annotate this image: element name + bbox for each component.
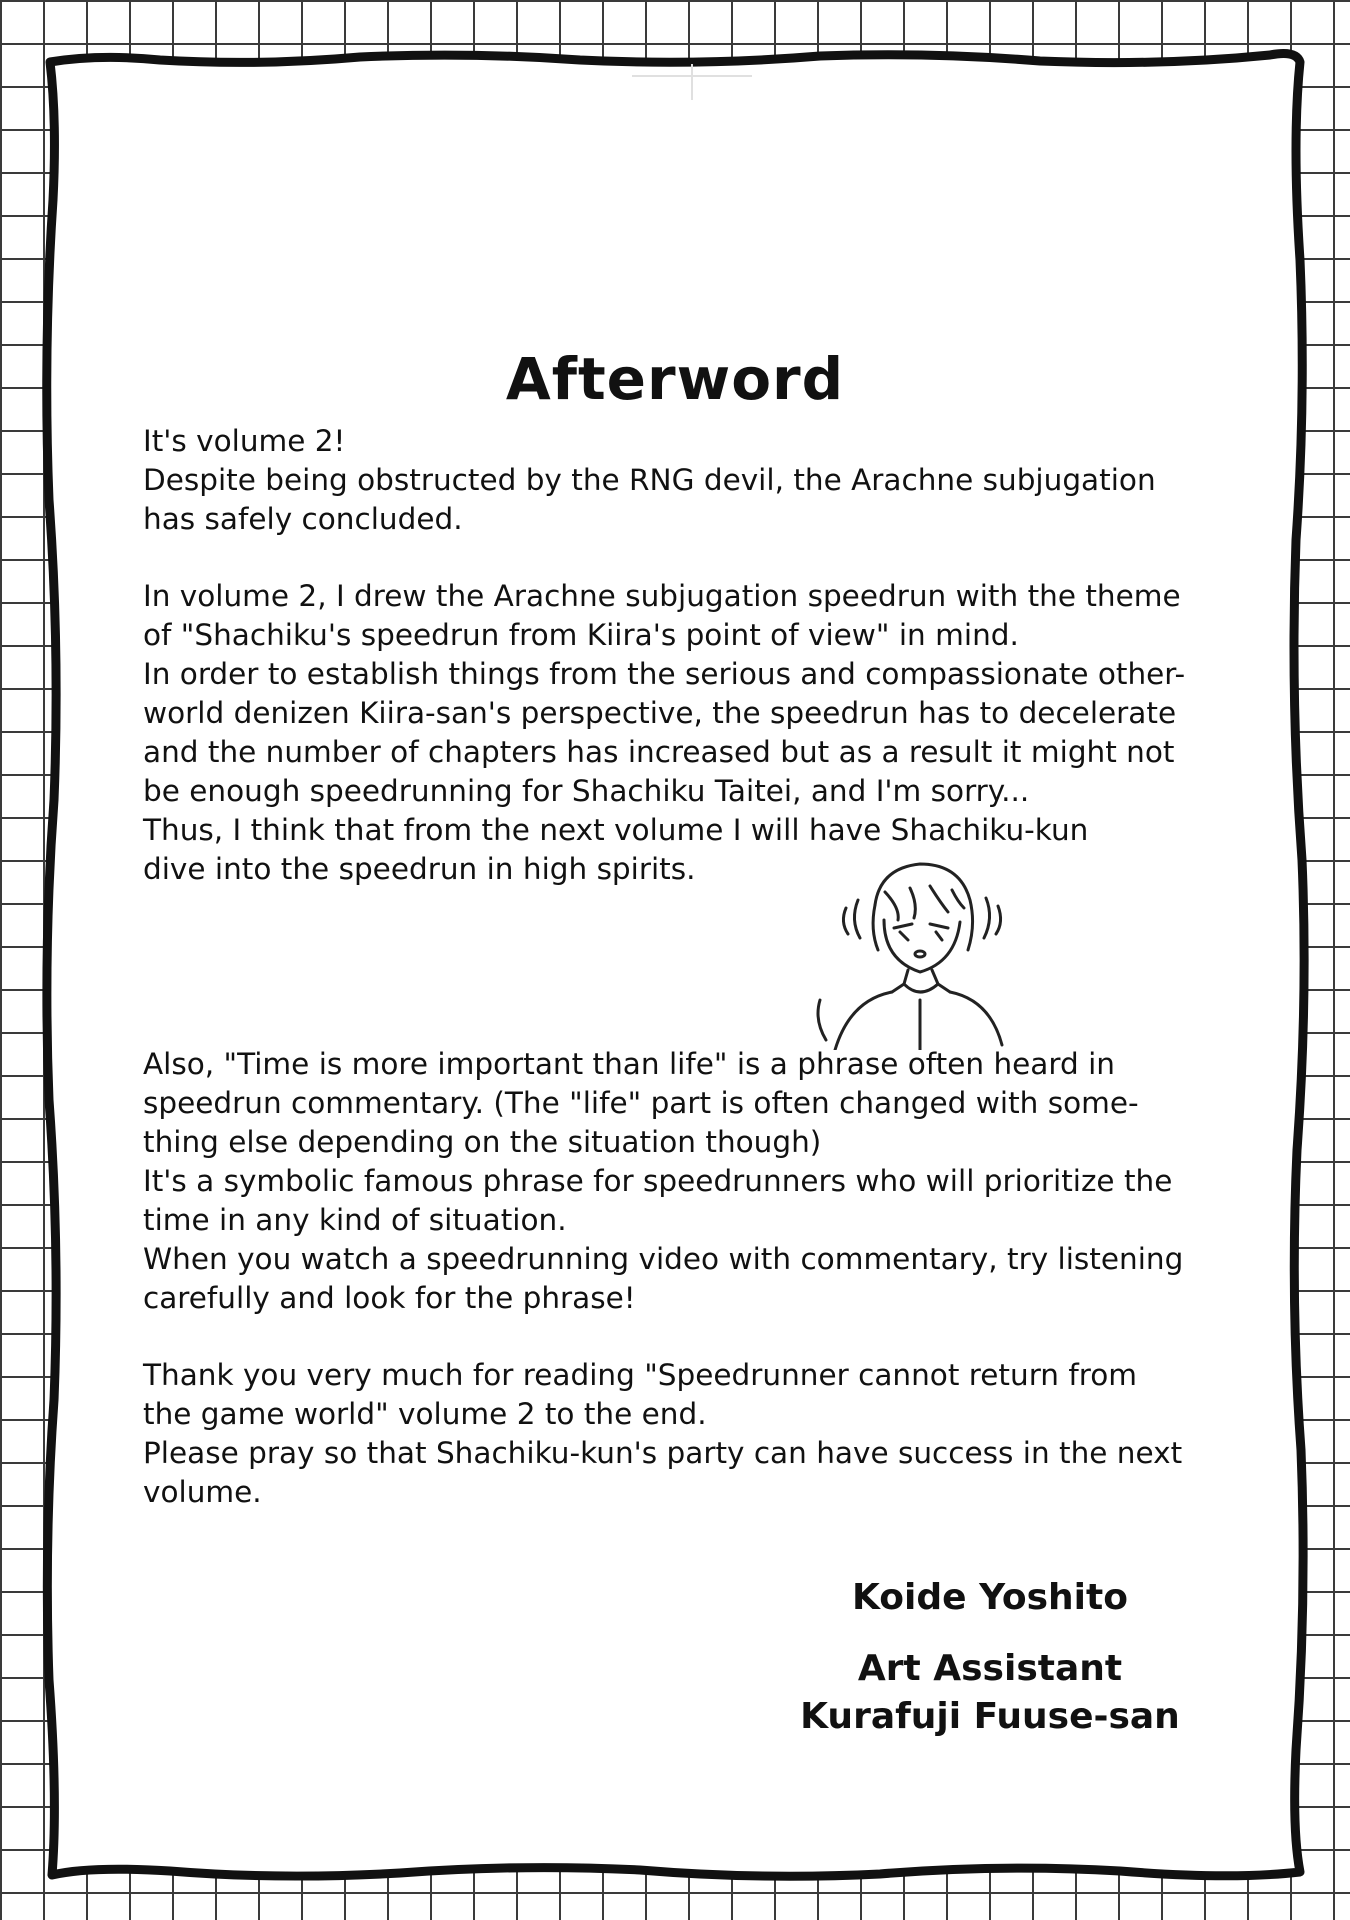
text-line: the game world" volume 2 to the end. bbox=[143, 1397, 707, 1431]
text-line: has safely concluded. bbox=[143, 502, 463, 536]
text-line: Thus, I think that from the next volume I will have Shachiku-kun bbox=[143, 813, 1089, 847]
text-line: When you watch a speedrunning video with commentary, try listening bbox=[143, 1242, 1184, 1276]
author-name: Koide Yoshito bbox=[852, 1577, 1128, 1618]
text-line: and the number of chapters has increased but as a result it might not bbox=[143, 735, 1175, 769]
art-assistant-name: Kurafuji Fuuse-san bbox=[800, 1696, 1180, 1737]
text-line: Please pray so that Shachiku-kun's party can have success in the next bbox=[143, 1436, 1183, 1470]
text-line: In order to establish things from the serious and compassionate other- bbox=[143, 657, 1186, 691]
text-line: of "Shachiku's speedrun from Kiira's point of view" in mind. bbox=[143, 618, 1019, 652]
art-assistant-role: Art Assistant bbox=[857, 1648, 1123, 1689]
paragraph-4 bbox=[143, 1356, 1223, 1512]
paragraph-1 bbox=[143, 422, 1223, 539]
text-line: Thank you very much for reading "Speedrunner cannot return from bbox=[143, 1358, 1138, 1392]
paragraph-3 bbox=[143, 1045, 1223, 1318]
text-line: In volume 2, I drew the Arachne subjugation speedrun with the theme bbox=[143, 579, 1181, 613]
text-line: It's a symbolic famous phrase for speedrunners who will prioritize the bbox=[143, 1164, 1173, 1198]
text-line: carefully and look for the phrase! bbox=[143, 1281, 636, 1315]
page-title: Afterword bbox=[505, 345, 845, 413]
text-line: thing else depending on the situation though) bbox=[143, 1125, 822, 1159]
text-line: volume. bbox=[143, 1475, 262, 1509]
paragraph-2 bbox=[143, 577, 1223, 889]
text-line: It's volume 2! bbox=[143, 424, 346, 458]
text-line: be enough speedrunning for Shachiku Taitei, and I'm sorry... bbox=[143, 774, 1030, 808]
text-line: Also, "Time is more important than life" is a phrase often heard in bbox=[143, 1047, 1115, 1081]
text-line: time in any kind of situation. bbox=[143, 1203, 567, 1237]
chibi-character-sketch-icon bbox=[780, 850, 1060, 1050]
text-line: world denizen Kiira-san's perspective, the speedrun has to decelerate bbox=[143, 696, 1177, 730]
text-line: Despite being obstructed by the RNG devil, the Arachne subjugation bbox=[143, 463, 1156, 497]
text-line: dive into the speedrun in high spirits. bbox=[143, 852, 696, 886]
text-line: speedrun commentary. (The "life" part is often changed with some- bbox=[143, 1086, 1139, 1120]
